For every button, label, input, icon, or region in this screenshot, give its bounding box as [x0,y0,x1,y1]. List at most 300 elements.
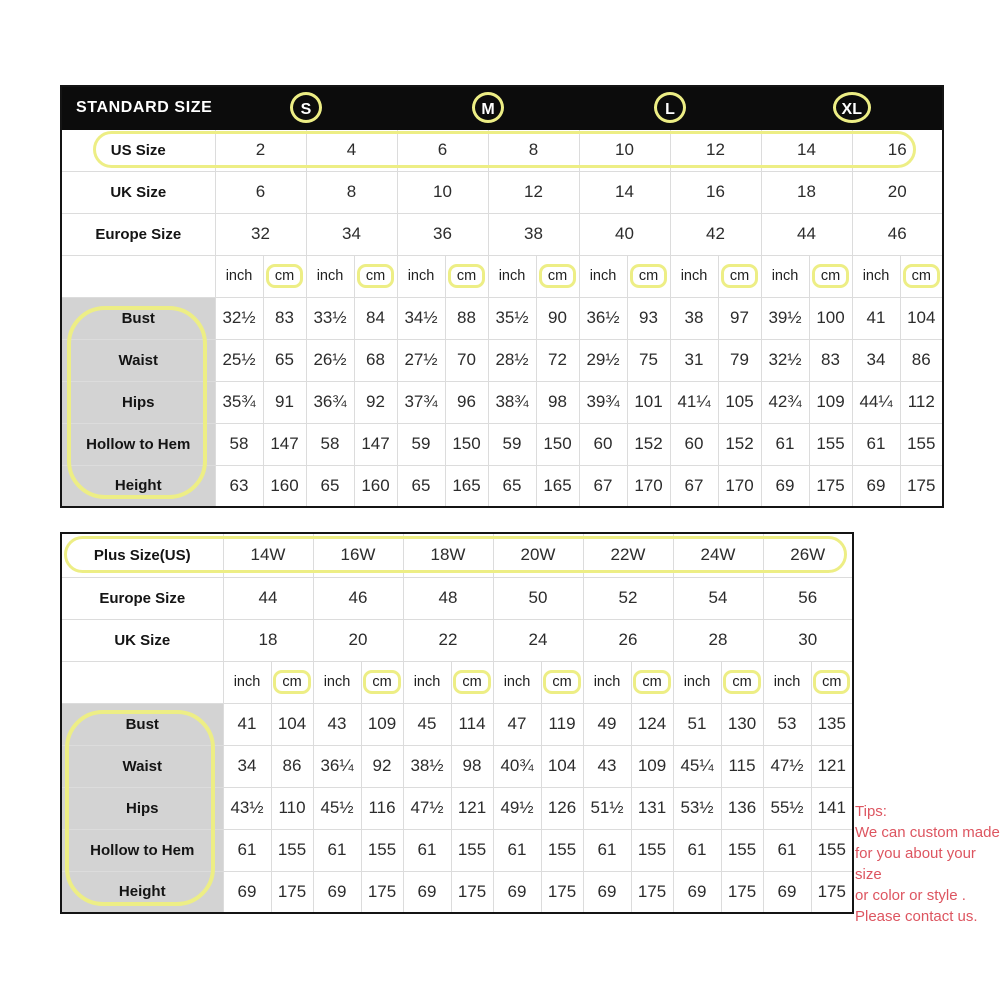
bust-value: 90 [536,297,579,339]
bust-value: 39½ [761,297,809,339]
tips-line: or color or style . [855,887,966,904]
size-group-s [215,86,397,129]
hollow-to-hem-value: 61 [583,829,631,871]
us-size-value: 4 [306,129,397,171]
height-value: 165 [536,465,579,507]
inch-unit-cell: inch [852,255,900,297]
height-value: 170 [627,465,670,507]
hollow-to-hem-value: 155 [451,829,493,871]
height-value: 69 [583,871,631,913]
bust-value: 38 [670,297,718,339]
uk-size-value: 22 [403,619,493,661]
us-size-value: 2 [215,129,306,171]
plus-size-us-value: 22W [583,533,673,577]
waist-value: 70 [445,339,488,381]
waist-value: 36¼ [313,745,361,787]
bust-value: 33½ [306,297,354,339]
hollow-to-hem-value: 60 [579,423,627,465]
standard-row-us-size [61,129,943,171]
hollow-to-hem-value: 61 [763,829,811,871]
row-label-plus-size-us: Plus Size(US) [61,533,223,577]
hollow-to-hem-value: 155 [541,829,583,871]
hollow-to-hem-value: 155 [811,829,853,871]
waist-value: 47½ [763,745,811,787]
cm-unit-cell [354,255,397,297]
bust-value: 53 [763,703,811,745]
hollow-to-hem-value: 61 [761,423,809,465]
waist-value: 32½ [761,339,809,381]
cm-unit-cell [811,661,853,703]
bust-value: 135 [811,703,853,745]
cm-highlight-box: cm [812,264,849,288]
height-value: 175 [811,871,853,913]
bust-value: 36½ [579,297,627,339]
hips-value: 49½ [493,787,541,829]
inch-unit-cell: inch [306,255,354,297]
hips-value: 105 [718,381,761,423]
bust-value: 93 [627,297,670,339]
height-value: 69 [761,465,809,507]
standard-row-waist [61,339,943,381]
plus-row-plus-size-us [61,533,853,577]
europe-size-value: 54 [673,577,763,619]
plus-size-us-value: 26W [763,533,853,577]
hollow-to-hem-value: 61 [493,829,541,871]
height-value: 175 [361,871,403,913]
bust-value: 88 [445,297,488,339]
hollow-to-hem-value: 58 [215,423,263,465]
cm-highlight-box: cm [813,670,850,694]
us-size-value: 12 [670,129,761,171]
height-value: 175 [451,871,493,913]
waist-value: 92 [361,745,403,787]
bust-value: 43 [313,703,361,745]
waist-value: 38½ [403,745,451,787]
uk-size-value: 20 [852,171,943,213]
plus-size-us-value: 18W [403,533,493,577]
measurement-label-hollow-to-hem: Hollow to Hem [61,829,223,871]
height-value: 67 [670,465,718,507]
waist-value: 65 [263,339,306,381]
plus-size-us-value: 16W [313,533,403,577]
plus-row-hips [61,787,853,829]
hips-value: 37¾ [397,381,445,423]
height-value: 160 [263,465,306,507]
hips-value: 109 [809,381,852,423]
standard-size-header [61,86,943,129]
standard-row-uk-size [61,171,943,213]
inch-unit-cell: inch [670,255,718,297]
hips-value: 121 [451,787,493,829]
size-letter-highlight-l: L [654,92,686,123]
inch-unit-cell: inch [763,661,811,703]
inch-unit-cell: inch [761,255,809,297]
cm-unit-cell [627,255,670,297]
us-size-value: 16 [852,129,943,171]
us-size-value: 8 [488,129,579,171]
hollow-to-hem-value: 147 [263,423,306,465]
waist-value: 75 [627,339,670,381]
hips-value: 42¾ [761,381,809,423]
waist-value: 40¾ [493,745,541,787]
bust-value: 45 [403,703,451,745]
height-value: 65 [397,465,445,507]
cm-unit-cell [631,661,673,703]
europe-size-value: 52 [583,577,673,619]
waist-value: 86 [900,339,943,381]
hollow-to-hem-value: 152 [718,423,761,465]
uk-size-value: 30 [763,619,853,661]
cm-highlight-box: cm [543,670,580,694]
bust-value: 51 [673,703,721,745]
plus-size-us-value: 24W [673,533,763,577]
hollow-to-hem-value: 155 [271,829,313,871]
bust-value: 84 [354,297,397,339]
standard-size-title: STANDARD SIZE [61,86,215,129]
waist-value: 29½ [579,339,627,381]
measurement-label-hollow-to-hem: Hollow to Hem [61,423,215,465]
standard-size-header-row [61,86,943,129]
cm-highlight-box: cm [453,670,490,694]
cm-highlight-box: cm [273,670,310,694]
cm-unit-cell [536,255,579,297]
hollow-to-hem-value: 147 [354,423,397,465]
waist-value: 109 [631,745,673,787]
europe-size-value: 34 [306,213,397,255]
plus-size-section [60,532,852,914]
europe-size-value: 56 [763,577,853,619]
inch-unit-cell: inch [397,255,445,297]
europe-size-value: 50 [493,577,583,619]
europe-size-value: 32 [215,213,306,255]
hips-value: 91 [263,381,306,423]
height-value: 69 [403,871,451,913]
hollow-to-hem-value: 61 [852,423,900,465]
uk-size-value: 12 [488,171,579,213]
us-size-value: 10 [579,129,670,171]
measurement-label-height: Height [61,871,223,913]
bust-value: 41 [223,703,271,745]
europe-size-value: 38 [488,213,579,255]
waist-value: 45¼ [673,745,721,787]
standard-row-height [61,465,943,507]
europe-size-value: 40 [579,213,670,255]
hollow-to-hem-value: 59 [397,423,445,465]
inch-unit-cell: inch [493,661,541,703]
hollow-to-hem-value: 155 [900,423,943,465]
cm-highlight-box: cm [630,264,667,288]
bust-value: 124 [631,703,673,745]
measurement-label-hips: Hips [61,787,223,829]
hips-value: 92 [354,381,397,423]
plus-size-body [61,533,853,913]
bust-value: 34½ [397,297,445,339]
row-label-uk-size: UK Size [61,619,223,661]
hollow-to-hem-value: 59 [488,423,536,465]
hips-value: 116 [361,787,403,829]
cm-unit-cell [271,661,313,703]
height-value: 69 [852,465,900,507]
hips-value: 44¼ [852,381,900,423]
height-value: 69 [313,871,361,913]
hips-value: 38¾ [488,381,536,423]
bust-value: 83 [263,297,306,339]
us-size-value: 6 [397,129,488,171]
standard-size-table [60,85,944,508]
uk-size-value: 6 [215,171,306,213]
hips-value: 110 [271,787,313,829]
size-group-m [397,86,579,129]
inch-unit-cell: inch [403,661,451,703]
tips-lines [855,822,1000,927]
height-value: 175 [809,465,852,507]
measurement-label-waist: Waist [61,745,223,787]
height-value: 69 [493,871,541,913]
hips-value: 41¼ [670,381,718,423]
hollow-to-hem-value: 150 [536,423,579,465]
hollow-to-hem-value: 155 [721,829,763,871]
hollow-to-hem-value: 61 [673,829,721,871]
hips-value: 136 [721,787,763,829]
hollow-to-hem-value: 155 [809,423,852,465]
waist-value: 31 [670,339,718,381]
us-size-value: 14 [761,129,852,171]
hollow-to-hem-value: 60 [670,423,718,465]
hips-value: 36¾ [306,381,354,423]
bust-value: 49 [583,703,631,745]
bust-value: 47 [493,703,541,745]
size-letter-highlight-xl: XL [833,92,871,123]
bust-value: 130 [721,703,763,745]
hollow-to-hem-value: 61 [313,829,361,871]
uk-size-value: 10 [397,171,488,213]
bust-value: 97 [718,297,761,339]
uk-size-value: 14 [579,171,670,213]
inch-unit-cell: inch [215,255,263,297]
bust-value: 104 [900,297,943,339]
standard-row-hips [61,381,943,423]
unit-row-empty-label [61,255,215,297]
bust-value: 109 [361,703,403,745]
hips-value: 126 [541,787,583,829]
cm-highlight-box: cm [903,264,940,288]
size-letter-highlight-s: S [290,92,322,123]
bust-value: 104 [271,703,313,745]
hips-value: 101 [627,381,670,423]
plus-row-waist [61,745,853,787]
inch-unit-cell: inch [579,255,627,297]
waist-value: 43 [583,745,631,787]
bust-value: 100 [809,297,852,339]
plus-size-us-value: 14W [223,533,313,577]
hips-value: 35¾ [215,381,263,423]
tips-line: for you about your size [855,845,976,883]
cm-unit-cell [451,661,493,703]
size-group-l [579,86,761,129]
height-value: 175 [541,871,583,913]
measurement-label-waist: Waist [61,339,215,381]
waist-value: 86 [271,745,313,787]
cm-unit-cell [900,255,943,297]
hips-value: 131 [631,787,673,829]
cm-highlight-box: cm [363,670,400,694]
cm-highlight-box: cm [539,264,576,288]
bust-value: 41 [852,297,900,339]
standard-size-body [61,129,943,507]
hips-value: 96 [445,381,488,423]
hips-value: 53½ [673,787,721,829]
cm-highlight-box: cm [448,264,485,288]
cm-highlight-box: cm [266,264,303,288]
waist-value: 104 [541,745,583,787]
tips-note [855,801,1000,927]
row-label-us-size: US Size [61,129,215,171]
hips-value: 112 [900,381,943,423]
bust-value: 119 [541,703,583,745]
plus-row-bust [61,703,853,745]
hips-value: 39¾ [579,381,627,423]
hollow-to-hem-value: 150 [445,423,488,465]
waist-value: 27½ [397,339,445,381]
height-value: 175 [721,871,763,913]
uk-size-value: 20 [313,619,403,661]
height-value: 65 [488,465,536,507]
inch-unit-cell: inch [223,661,271,703]
waist-value: 79 [718,339,761,381]
waist-value: 25½ [215,339,263,381]
hips-value: 55½ [763,787,811,829]
hollow-to-hem-value: 61 [403,829,451,871]
cm-highlight-box: cm [721,264,758,288]
height-value: 69 [763,871,811,913]
europe-size-value: 44 [761,213,852,255]
plus-size-table [60,532,854,914]
size-group-xl [761,86,943,129]
uk-size-value: 18 [223,619,313,661]
height-value: 65 [306,465,354,507]
plus-row-europe-size [61,577,853,619]
height-value: 69 [223,871,271,913]
cm-unit-cell [263,255,306,297]
height-value: 175 [900,465,943,507]
inch-unit-cell: inch [583,661,631,703]
tips-line: We can custom made [855,824,1000,841]
cm-unit-cell [445,255,488,297]
hollow-to-hem-value: 152 [627,423,670,465]
europe-size-value: 36 [397,213,488,255]
measurement-label-bust: Bust [61,703,223,745]
waist-value: 98 [451,745,493,787]
height-value: 160 [354,465,397,507]
hips-value: 98 [536,381,579,423]
plus-row-uk-size [61,619,853,661]
hollow-to-hem-value: 61 [223,829,271,871]
cm-highlight-box: cm [723,670,760,694]
standard-row-europe-size [61,213,943,255]
europe-size-value: 44 [223,577,313,619]
height-value: 63 [215,465,263,507]
uk-size-value: 24 [493,619,583,661]
row-label-uk-size: UK Size [61,171,215,213]
row-label-europe-size: Europe Size [61,577,223,619]
tips-title: Tips: [855,803,887,820]
inch-unit-cell: inch [313,661,361,703]
plus-row-hollow-to-hem [61,829,853,871]
cm-highlight-box: cm [357,264,394,288]
waist-value: 121 [811,745,853,787]
hips-value: 45½ [313,787,361,829]
height-value: 69 [673,871,721,913]
standard-row-hollow-to-hem [61,423,943,465]
cm-unit-cell [721,661,763,703]
hollow-to-hem-value: 58 [306,423,354,465]
standard-unit-row [61,255,943,297]
unit-row-empty-label [61,661,223,703]
europe-size-value: 48 [403,577,493,619]
inch-unit-cell: inch [673,661,721,703]
waist-value: 34 [852,339,900,381]
hips-value: 47½ [403,787,451,829]
size-letter-highlight-m: M [472,92,504,123]
waist-value: 26½ [306,339,354,381]
waist-value: 28½ [488,339,536,381]
bust-value: 35½ [488,297,536,339]
cm-unit-cell [809,255,852,297]
tips-line: Please contact us. [855,908,978,925]
cm-highlight-box: cm [633,670,670,694]
hips-value: 141 [811,787,853,829]
hollow-to-hem-value: 155 [631,829,673,871]
cm-unit-cell [718,255,761,297]
measurement-label-hips: Hips [61,381,215,423]
standard-row-bust [61,297,943,339]
plus-size-us-value: 20W [493,533,583,577]
height-value: 175 [631,871,673,913]
waist-value: 68 [354,339,397,381]
cm-unit-cell [361,661,403,703]
hips-value: 43½ [223,787,271,829]
uk-size-value: 8 [306,171,397,213]
plus-unit-row [61,661,853,703]
waist-value: 72 [536,339,579,381]
plus-row-height [61,871,853,913]
bust-value: 114 [451,703,493,745]
waist-value: 83 [809,339,852,381]
height-value: 165 [445,465,488,507]
uk-size-value: 26 [583,619,673,661]
europe-size-value: 42 [670,213,761,255]
uk-size-value: 28 [673,619,763,661]
europe-size-value: 46 [313,577,403,619]
measurement-label-bust: Bust [61,297,215,339]
europe-size-value: 46 [852,213,943,255]
uk-size-value: 18 [761,171,852,213]
height-value: 67 [579,465,627,507]
hips-value: 51½ [583,787,631,829]
hollow-to-hem-value: 155 [361,829,403,871]
measurement-label-height: Height [61,465,215,507]
bust-value: 32½ [215,297,263,339]
height-value: 175 [271,871,313,913]
uk-size-value: 16 [670,171,761,213]
row-label-europe-size: Europe Size [61,213,215,255]
height-value: 170 [718,465,761,507]
waist-value: 34 [223,745,271,787]
cm-unit-cell [541,661,583,703]
standard-size-section [60,85,942,508]
inch-unit-cell: inch [488,255,536,297]
waist-value: 115 [721,745,763,787]
